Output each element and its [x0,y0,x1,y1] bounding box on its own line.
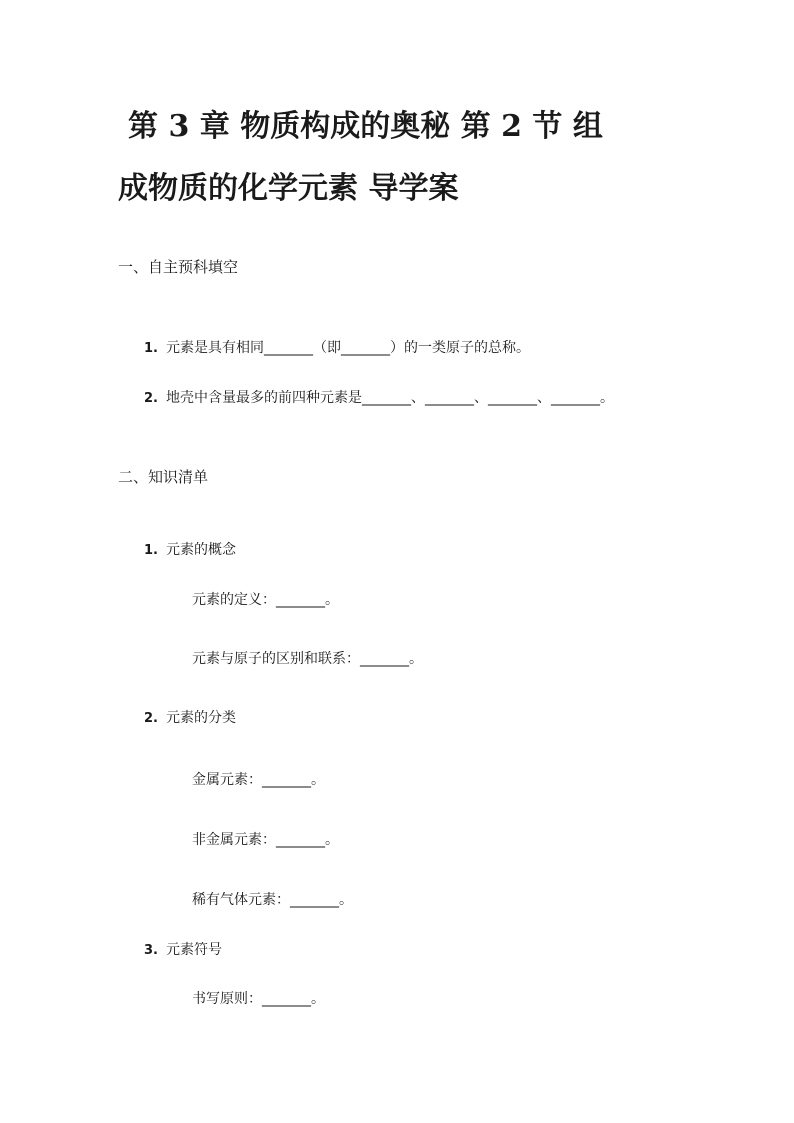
sub-question: 元素与原子的区别和联系：_______。 [192,651,423,667]
sub-question: 元素的定义：_______。 [192,592,339,608]
item-number: 2. [144,391,158,406]
item-number: 2. [144,711,158,726]
document-title-line-1: 第 3 章 物质构成的奥秘 第 2 节 组 [128,109,603,144]
topic-label: 元素的概念 [166,542,236,558]
list-item [144,389,614,408]
fill-in-question: 地壳中含量最多的前四种元素是_______、_______、_______、_______。 [166,390,614,406]
fill-in-question: 元素是具有相同_______（即_______）的一类原子的总称。 [166,340,530,356]
list-item [144,709,236,728]
topic-label: 元素的分类 [166,710,236,726]
section-heading-preview: 一、自主预科填空 [118,258,239,276]
section-heading-knowledge: 二、知识清单 [118,468,209,486]
item-number: 3. [144,943,158,958]
sub-question: 金属元素：_______。 [192,772,325,788]
list-item [144,941,222,960]
item-number: 1. [144,543,158,558]
document-title-line-2: 成物质的化学元素 导学案 [118,171,459,206]
sub-question: 非金属元素：_______。 [192,832,339,848]
sub-question: 稀有气体元素：_______。 [192,892,353,908]
item-number: 1. [144,341,158,356]
list-item [144,339,530,358]
list-item [144,541,236,560]
sub-question: 书写原则：_______。 [192,991,325,1007]
topic-label: 元素符号 [166,942,222,958]
